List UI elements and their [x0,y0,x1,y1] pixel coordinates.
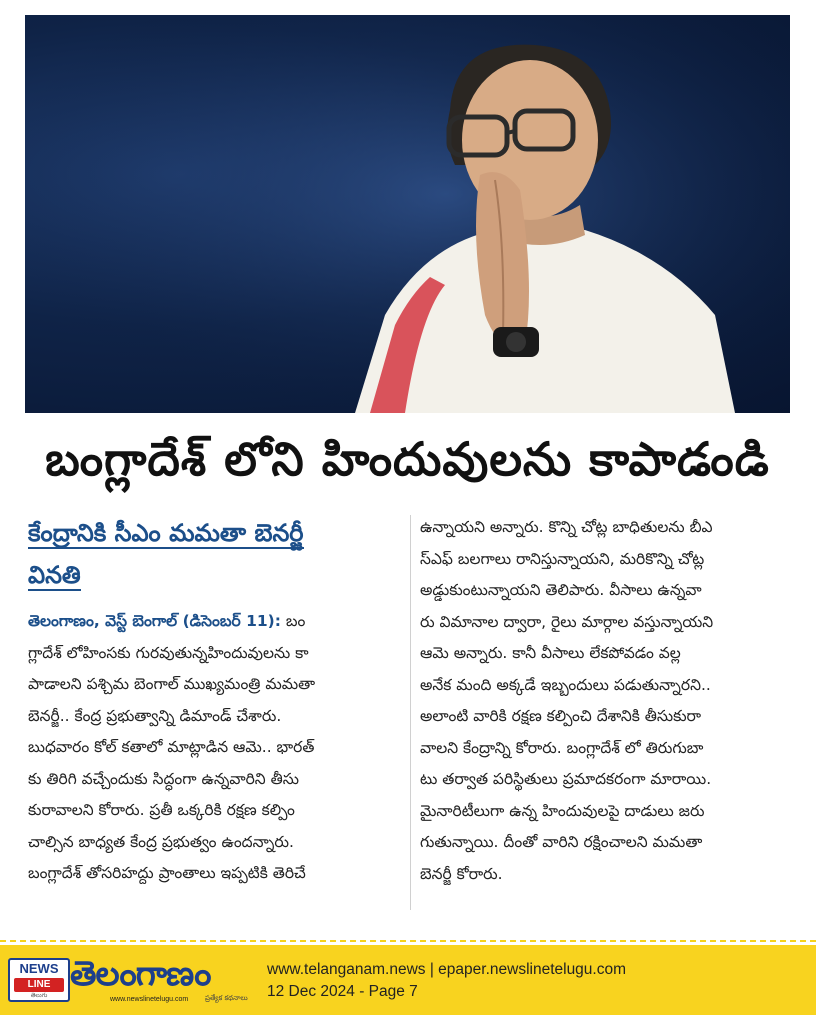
article-line: గుతున్నాయి. దీంతో వారిని రక్షించాలని మమతా [420,833,703,851]
article-line: గ్లాదేశ్ లోహింసకు గురవుతున్నహిందువులను కా [28,643,309,662]
article-line: అడ్డుకుంటున్నాయని తెలిపారు. వీసాలు ఉన్నవా [420,581,702,599]
news-photo [25,15,790,413]
article-line: పాడాలని పశ్చిమ బెంగాల్ ముఖ్యమంత్రి మమతా [28,675,316,693]
footer-info [267,959,626,1003]
logo-url[interactable]: www.newslinetelugu.com [110,996,189,1003]
article-column-left [28,512,400,890]
logo-tagline: ప్రత్యేక కథనాలు [205,994,248,1002]
article-headline: బంగ్లాదేశ్ లోని హిందువులను కాపాడండి [45,432,770,486]
article-line: స్ఎఫ్ బలగాలు రానిస్తున్నాయని, మరికొన్ని చోట్ల [420,549,705,568]
photo-illustration [25,15,790,413]
article-line: అనేక మంది అక్కడే ఇబ్బందులు పడుతున్నారని.. [420,675,711,694]
article-line: ఉన్నాయని అన్నారు. కొన్ని చోట్ల బాధితులను బీఎ [420,518,713,536]
article-line: వాలని కేంద్రాన్ని కోరారు. బంగ్లాదేశ్ లో తిరుగుబా [420,738,704,757]
article-subhead [28,512,400,596]
article-line: బంగ్లాదేశ్ తోసరిహద్దు ప్రాంతాలు ఇప్పటికి తెరిచే [28,864,306,882]
footer-sites-link[interactable]: www.telanganam.news | epaper.newslinetelugu.com [267,961,627,978]
article-line: టు తర్వాత పరిస్థితులు ప్రమాదకరంగా మారాయి. [420,770,712,788]
article-line: తెలంగాణం, వెస్ట్ బెంగాల్ (డిసెంబర్ 11): బం [28,612,306,630]
footer-bar [0,945,816,1015]
article-line: బుధవారం కోల్ కతాలో మాట్లాడిన ఆమె.. భారత్ [28,738,315,756]
logo-news-text: NEWS [19,961,59,976]
article-line: మైనారిటీలుగా ఉన్న హిందువులపై దాడులు జరు [420,801,705,820]
subhead-line-2: వినతి [28,561,81,589]
column-divider [410,515,411,910]
article-line: బెనర్జీ కోరారు. [420,864,503,883]
article-line: కురావాలని కోరారు. ప్రతీ ఒక్కరికి రక్షణ కల్పిం [28,801,295,819]
logo-small-text: తెలుగు [30,992,48,999]
dateline: తెలంగాణం, వెస్ట్ బెంగాల్ (డిసెంబర్ 11): [28,612,281,630]
footer-divider [0,940,816,942]
telanganam-logo[interactable]: తెలంగాణం [70,954,211,994]
article-line: కు తిరిగి వచ్చేందుకు సిద్ధంగా ఉన్నవారిని తీసు [28,769,299,788]
subhead-line-1: కేంద్రానికి సీఎం మమతా బెనర్జీ [28,519,304,547]
article-line: రు విమానాల ద్వారా, రైలు మార్గాల వస్తున్నాయని [420,612,714,631]
logo-line-text: LINE [14,978,64,992]
article-line: ఆమె అన్నారు. కానీ వీసాలు లేకపోవడం వల్ల [420,644,681,662]
article-line: బెనర్జీ.. కేంద్ర ప్రభుత్వాన్ని డిమాండ్ చేశారు. [28,706,282,725]
article-line: అలాంటి వారికి రక్షణ కల్పించి దేశానికి తీసుకురా [420,707,702,725]
article-line: చాల్సిన బాధ్యత కేంద్ర ప్రభుత్వం ఉందన్నారు. [28,832,294,851]
footer-date-page: 12 Dec 2024 - Page 7 [267,983,418,1000]
newsline-logo[interactable] [8,958,70,1002]
article-column-right [420,512,792,890]
